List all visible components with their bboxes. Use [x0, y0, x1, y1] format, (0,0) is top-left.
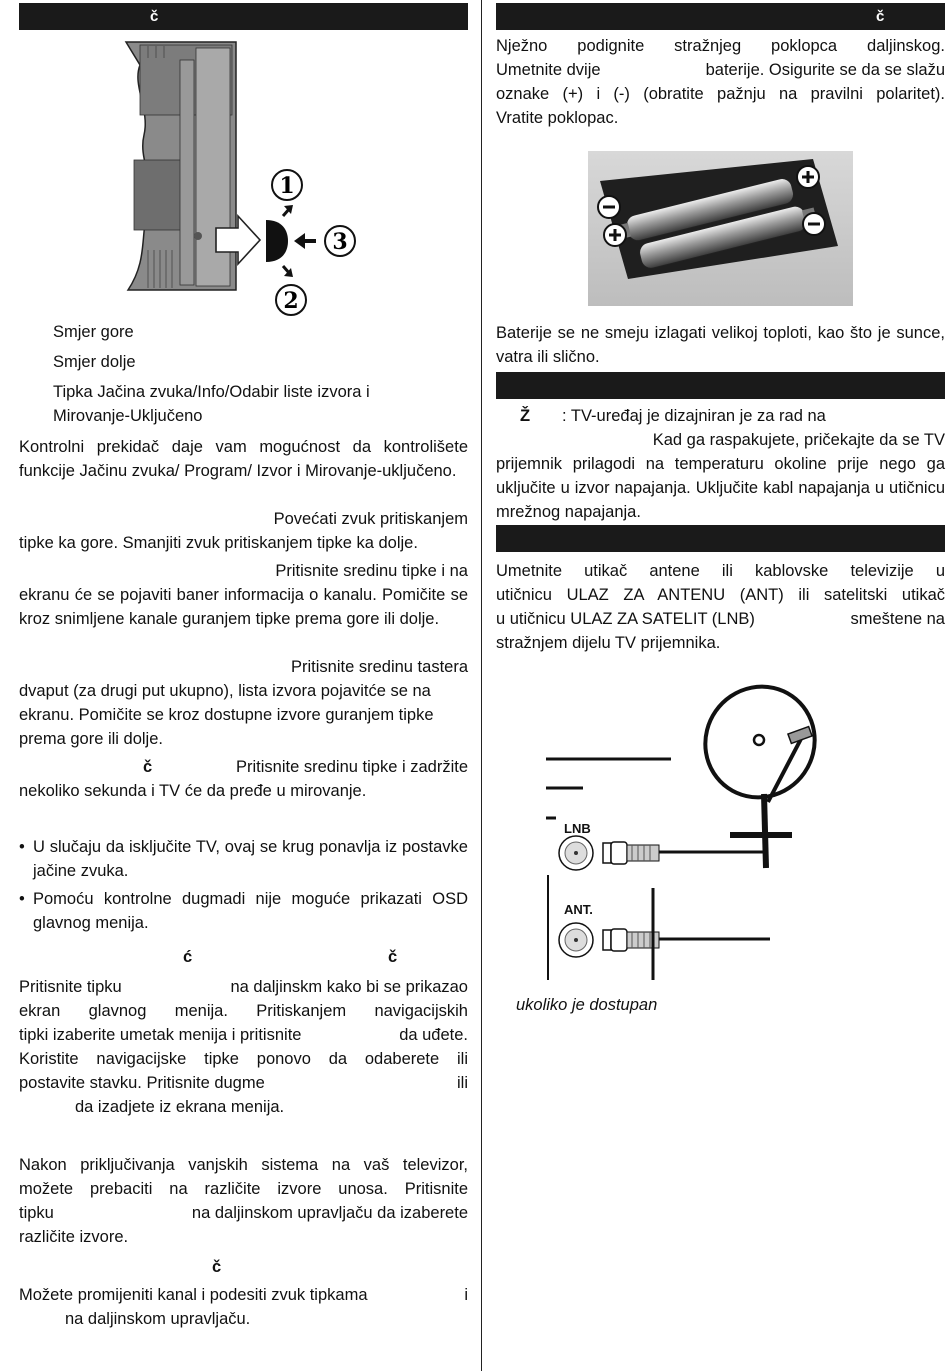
antenna-section-header	[496, 525, 945, 552]
power-paragraph: prijemnik prilagodi na temperaturu okoline prije nego ga uključite u izvor napajanja. Uključite kabl napajanja u utičnicu mrežnog napajanja.	[496, 455, 945, 521]
battery-line-3: oznake (+) i (-) (obratite pažnju na pravilni polaritet).	[496, 85, 945, 103]
bullet-text-2: Pomoću kontrolne dugmadi nije moguće prikazati OSD glavnog menija.	[33, 890, 468, 932]
paragraph-source-a: Pritisnite sredinu tastera	[291, 658, 468, 676]
column-divider	[481, 0, 482, 1371]
paragraph-control-switch: Kontrolni prekidač daje vam mogućnost da kontrolišete funkcije Jačinu zvuka/ Program/ Izvor i Mirovanje-uključeno.	[19, 438, 468, 480]
menu-line-6: da izadjete iz ekrana menija.	[75, 1098, 285, 1116]
source-line-4: različite izvore.	[19, 1228, 129, 1246]
paragraph-source-b: dvaput (za drugi put ukupno), lista izvora pojavitće se na ekranu. Pomičite se kroz dostupne izvore guranjem tipke prema gore ili dolje.	[19, 682, 434, 748]
menu-line-1b: na daljinskm kako bi se prikazao	[230, 978, 468, 996]
tv-control-switch-figure	[120, 40, 365, 318]
source-line-3a: tipku	[19, 1204, 54, 1222]
source-line-3b: na daljinskom upravljaču da izaberete	[191, 1204, 468, 1222]
battery-line-1: Nježno podignite stražnjeg poklopca daljinskog.	[496, 37, 945, 55]
menu-line-5a: postavite stavku. Pritisnite dugme	[19, 1074, 265, 1092]
menu-line-3b: da uđete.	[399, 1026, 468, 1044]
paragraph-standby-b: nekoliko sekunda i TV će da pređe u mirovanje.	[19, 782, 367, 800]
channel-heading-char: č	[212, 1258, 222, 1276]
left-header-char: č	[150, 8, 159, 25]
ant-label: ANT.	[564, 902, 593, 917]
right-section-header	[496, 3, 945, 30]
paragraph-volume-b: tipke ka gore. Smanjiti zvuk pritiskanjem tipke ka dolje.	[19, 534, 418, 552]
bullet-mark-1: •	[19, 838, 25, 856]
list-item-volume-info: Tipka Jačina zvuka/Info/Odabir liste izvora i	[53, 383, 370, 401]
menu-line-4: Koristite navigacijske tipke ponovo da odaberete ili	[19, 1050, 468, 1068]
battery-compartment-image	[588, 151, 853, 306]
antenna-line-1: Umetnite utikač antene ili kablovske televizije u	[496, 562, 945, 580]
battery-line-2b: baterije. Osigurite se da se slažu	[705, 61, 945, 79]
callout-2: 2	[283, 288, 299, 314]
channel-line-1a: Možete promijeniti kanal i podesiti zvuk tipkama	[19, 1286, 368, 1304]
bullet-text-1: U slučaju da isključite TV, ovaj se krug ponavlja iz postavke jačine zvuka.	[33, 838, 468, 880]
right-header-char: č	[876, 8, 885, 25]
paragraph-channel-b: ekranu će se pojaviti baner informacija o kanalu. Pomičite se kroz snimljene kanale guranjem tipke prema gore ili dolje.	[19, 586, 468, 628]
paragraph-channel-a: Pritisnite sredinu tipke i na	[275, 562, 468, 580]
callout-1: 1	[279, 173, 295, 199]
bullet-mark-2: •	[19, 890, 25, 908]
antenna-connection-diagram	[540, 680, 840, 990]
list-item-up: Smjer gore	[53, 323, 134, 341]
menu-line-1a: Pritisnite tipku	[19, 978, 122, 996]
lnb-label: LNB	[564, 821, 591, 836]
standby-label-char: č	[143, 758, 153, 776]
battery-line-4: Vratite poklopac.	[496, 109, 619, 127]
paragraph-volume-a: Povećati zvuk pritiskanjem	[273, 510, 468, 528]
menu-heading-char-2: č	[388, 948, 398, 966]
list-item-down: Smjer dolje	[53, 353, 136, 371]
antenna-line-3b: smeštene na	[850, 610, 945, 628]
menu-line-2: ekran glavnog menija. Pritiskanjem navigacijskih	[19, 1002, 468, 1020]
source-line-2: možete prebaciti na različite izvore unosa. Pritisnite	[19, 1180, 468, 1198]
channel-line-2: na daljinskom upravljaču.	[65, 1310, 251, 1328]
battery-warning: Baterije se ne smeju izlagati velikoj toploti, kao što je sunce, vatra ili slično.	[496, 324, 945, 366]
source-line-1: Nakon priključivanja vanjskih sistema na vaš televizor,	[19, 1156, 468, 1174]
power-line-1: : TV-uređaj je dizajniran je za rad na	[562, 407, 826, 425]
power-char: Ž	[520, 407, 531, 425]
power-section-header	[496, 372, 945, 399]
left-section-header	[19, 3, 468, 30]
paragraph-standby-a: Pritisnite sredinu tipke i zadržite	[235, 758, 468, 776]
callout-3: 3	[332, 229, 348, 255]
power-line-2: Kad ga raspakujete, pričekajte da se TV	[652, 431, 945, 449]
antenna-line-3a: u utičnicu ULAZ ZA SATELIT (LNB)	[496, 610, 755, 628]
diagram-caption: ukoliko je dostupan	[516, 996, 658, 1014]
antenna-line-4: stražnjem dijelu TV prijemnika.	[496, 634, 721, 652]
menu-heading-char-1: ć	[183, 948, 193, 966]
menu-line-3a: tipki izaberite umetak menija i pritisnite	[19, 1026, 302, 1044]
battery-line-2a: Umetnite dvije	[496, 61, 601, 79]
channel-line-1b: i	[464, 1286, 468, 1304]
antenna-line-2: utičnicu ULAZ ZA ANTENU (ANT) ili satelitski utikač	[496, 586, 945, 604]
list-item-standby: Mirovanje-Uključeno	[53, 407, 203, 425]
menu-line-5b: ili	[457, 1074, 468, 1092]
